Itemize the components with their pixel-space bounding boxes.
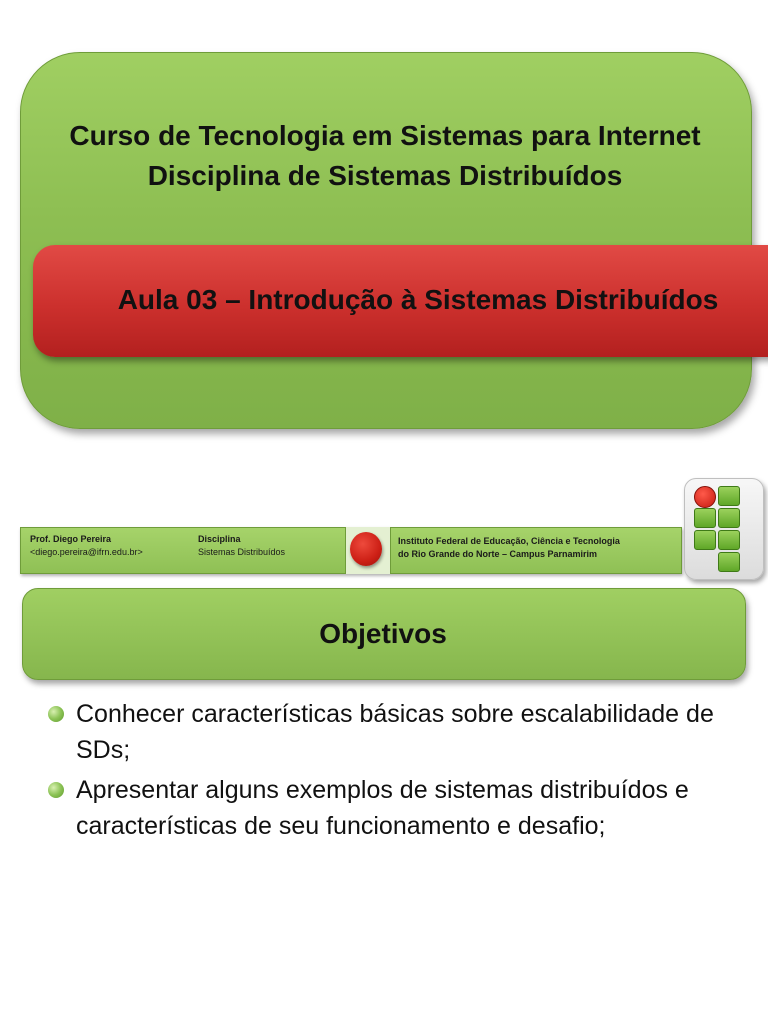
discipline-name: Sistemas Distribuídos [198,547,286,557]
professor-name: Prof. Diego Pereira [30,534,112,544]
logo-cell-icon [694,530,716,550]
lesson-title: Aula 03 – Introdução à Sistemas Distribuídos [117,284,719,315]
logo-cell-icon [694,508,716,528]
professor-email: <diego.pereira@ifrn.edu.br> [30,547,143,557]
logo-red-dot-icon [694,486,716,508]
logo-cell-icon [718,486,740,506]
bullet-icon [48,782,64,798]
bullet-icon [48,706,64,722]
list-item-text: Apresentar alguns exemplos de sistemas distribuídos e características de seu funcionamento e desafio; [76,776,689,840]
discipline-label: Disciplina [198,534,241,544]
discipline-line: Disciplina de Sistemas Distribuídos [147,160,623,191]
objectives-title: Objetivos [319,618,447,649]
course-line: Curso de Tecnologia em Sistemas para Internet [69,120,701,151]
institution-line-1: Instituto Federal de Educação, Ciência e Tecnologia [398,536,620,546]
red-circle-icon [350,532,382,566]
title-slide-panel [20,52,752,429]
logo-cell-icon [718,508,740,528]
course-title [20,116,750,196]
list-item-text: Conhecer características básicas sobre escalabilidade de SDs; [76,700,714,764]
logo-cell-icon [718,530,740,550]
logo-cell-icon [718,552,740,572]
institution-line-2: do Rio Grande do Norte – Campus Parnamirim [398,549,598,559]
